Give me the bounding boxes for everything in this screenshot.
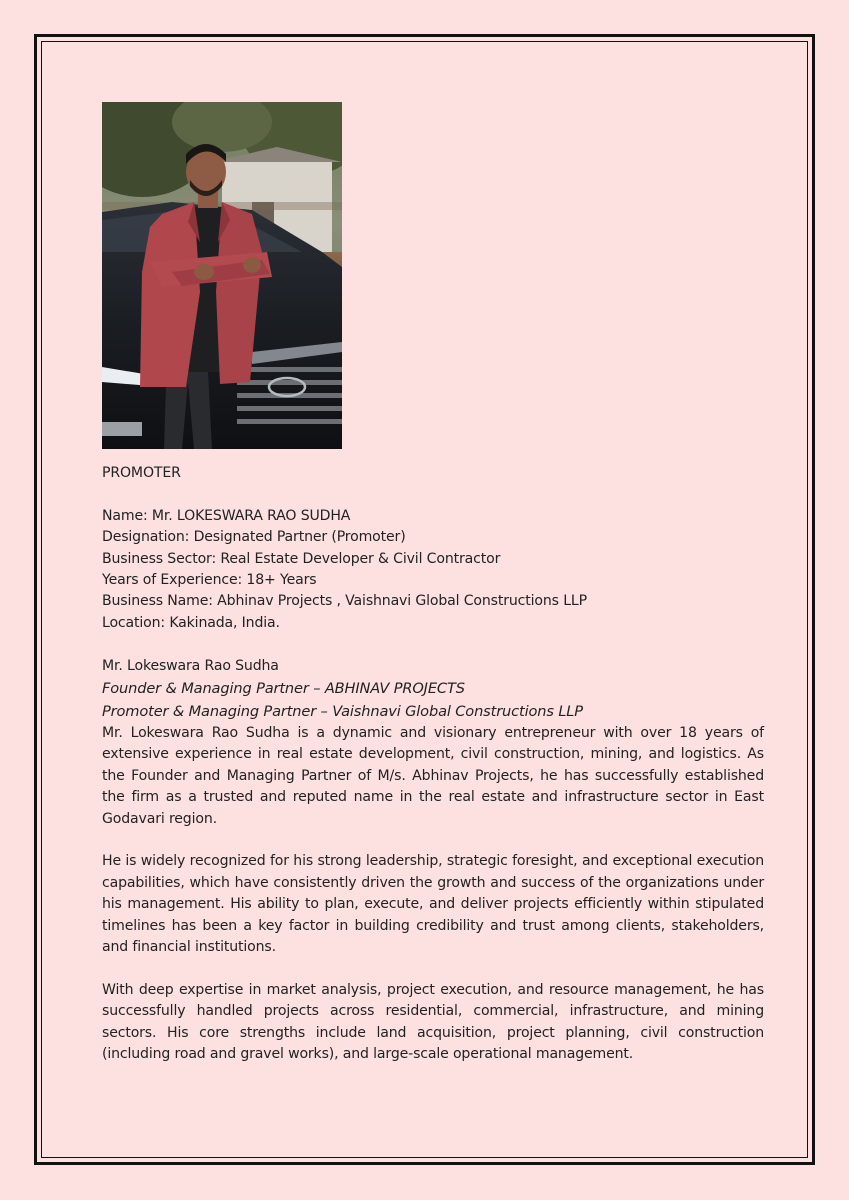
profile-paragraph-3: With deep expertise in market analysis, project execution, and resource management, he has successfully handled projects across residential, commercial, infrastructure, and mining sectors. His core strengths include land acquisition, project planning, civil construction (including road and gravel works), and large-scale operational management. (102, 981, 764, 1063)
profile-title-1: Founder & Managing Partner – ABHINAV PROJECTS (102, 680, 465, 698)
promoter-photo (102, 102, 342, 449)
detail-business: Business Name: Abhinav Projects , Vaishnavi Global Constructions LLP (102, 593, 587, 610)
detail-location: Location: Kakinada, India. (102, 614, 280, 631)
section-heading: PROMOTER (102, 465, 181, 481)
detail-sector: Business Sector: Real Estate Developer & Civil Contractor (102, 550, 501, 567)
profile-paragraph-1: Mr. Lokeswara Rao Sudha is a dynamic and visionary entrepreneur with over 18 years of extensive experience in real estate development, civil construction, mining, and logistics. As the Founder and Managing Partner of M/s. Abhinav Projects, he has successfully established the firm as a trusted and reputed name in the real estate and infrastructure sector in East Godavari region. (102, 725, 764, 827)
profile-title-2: Promoter & Managing Partner – Vaishnavi Global Constructions LLP (102, 703, 583, 721)
profile-name: Mr. Lokeswara Rao Sudha (102, 657, 279, 674)
detail-designation: Designation: Designated Partner (Promoter) (102, 529, 406, 546)
document-body (102, 463, 764, 1066)
profile-paragraph-2: He is widely recognized for his strong leadership, strategic foresight, and exceptional execution capabilities, which have consistently driven the growth and success of the organizations under his management. His ability to plan, execute, and deliver projects efficiently within stipulated timelines has been a key factor in building credibility and trust among clients, stakeholders, and financial institutions. (102, 853, 764, 956)
detail-experience: Years of Experience: 18+ Years (102, 572, 317, 589)
detail-name: Name: Mr. LOKESWARA RAO SUDHA (102, 507, 351, 524)
